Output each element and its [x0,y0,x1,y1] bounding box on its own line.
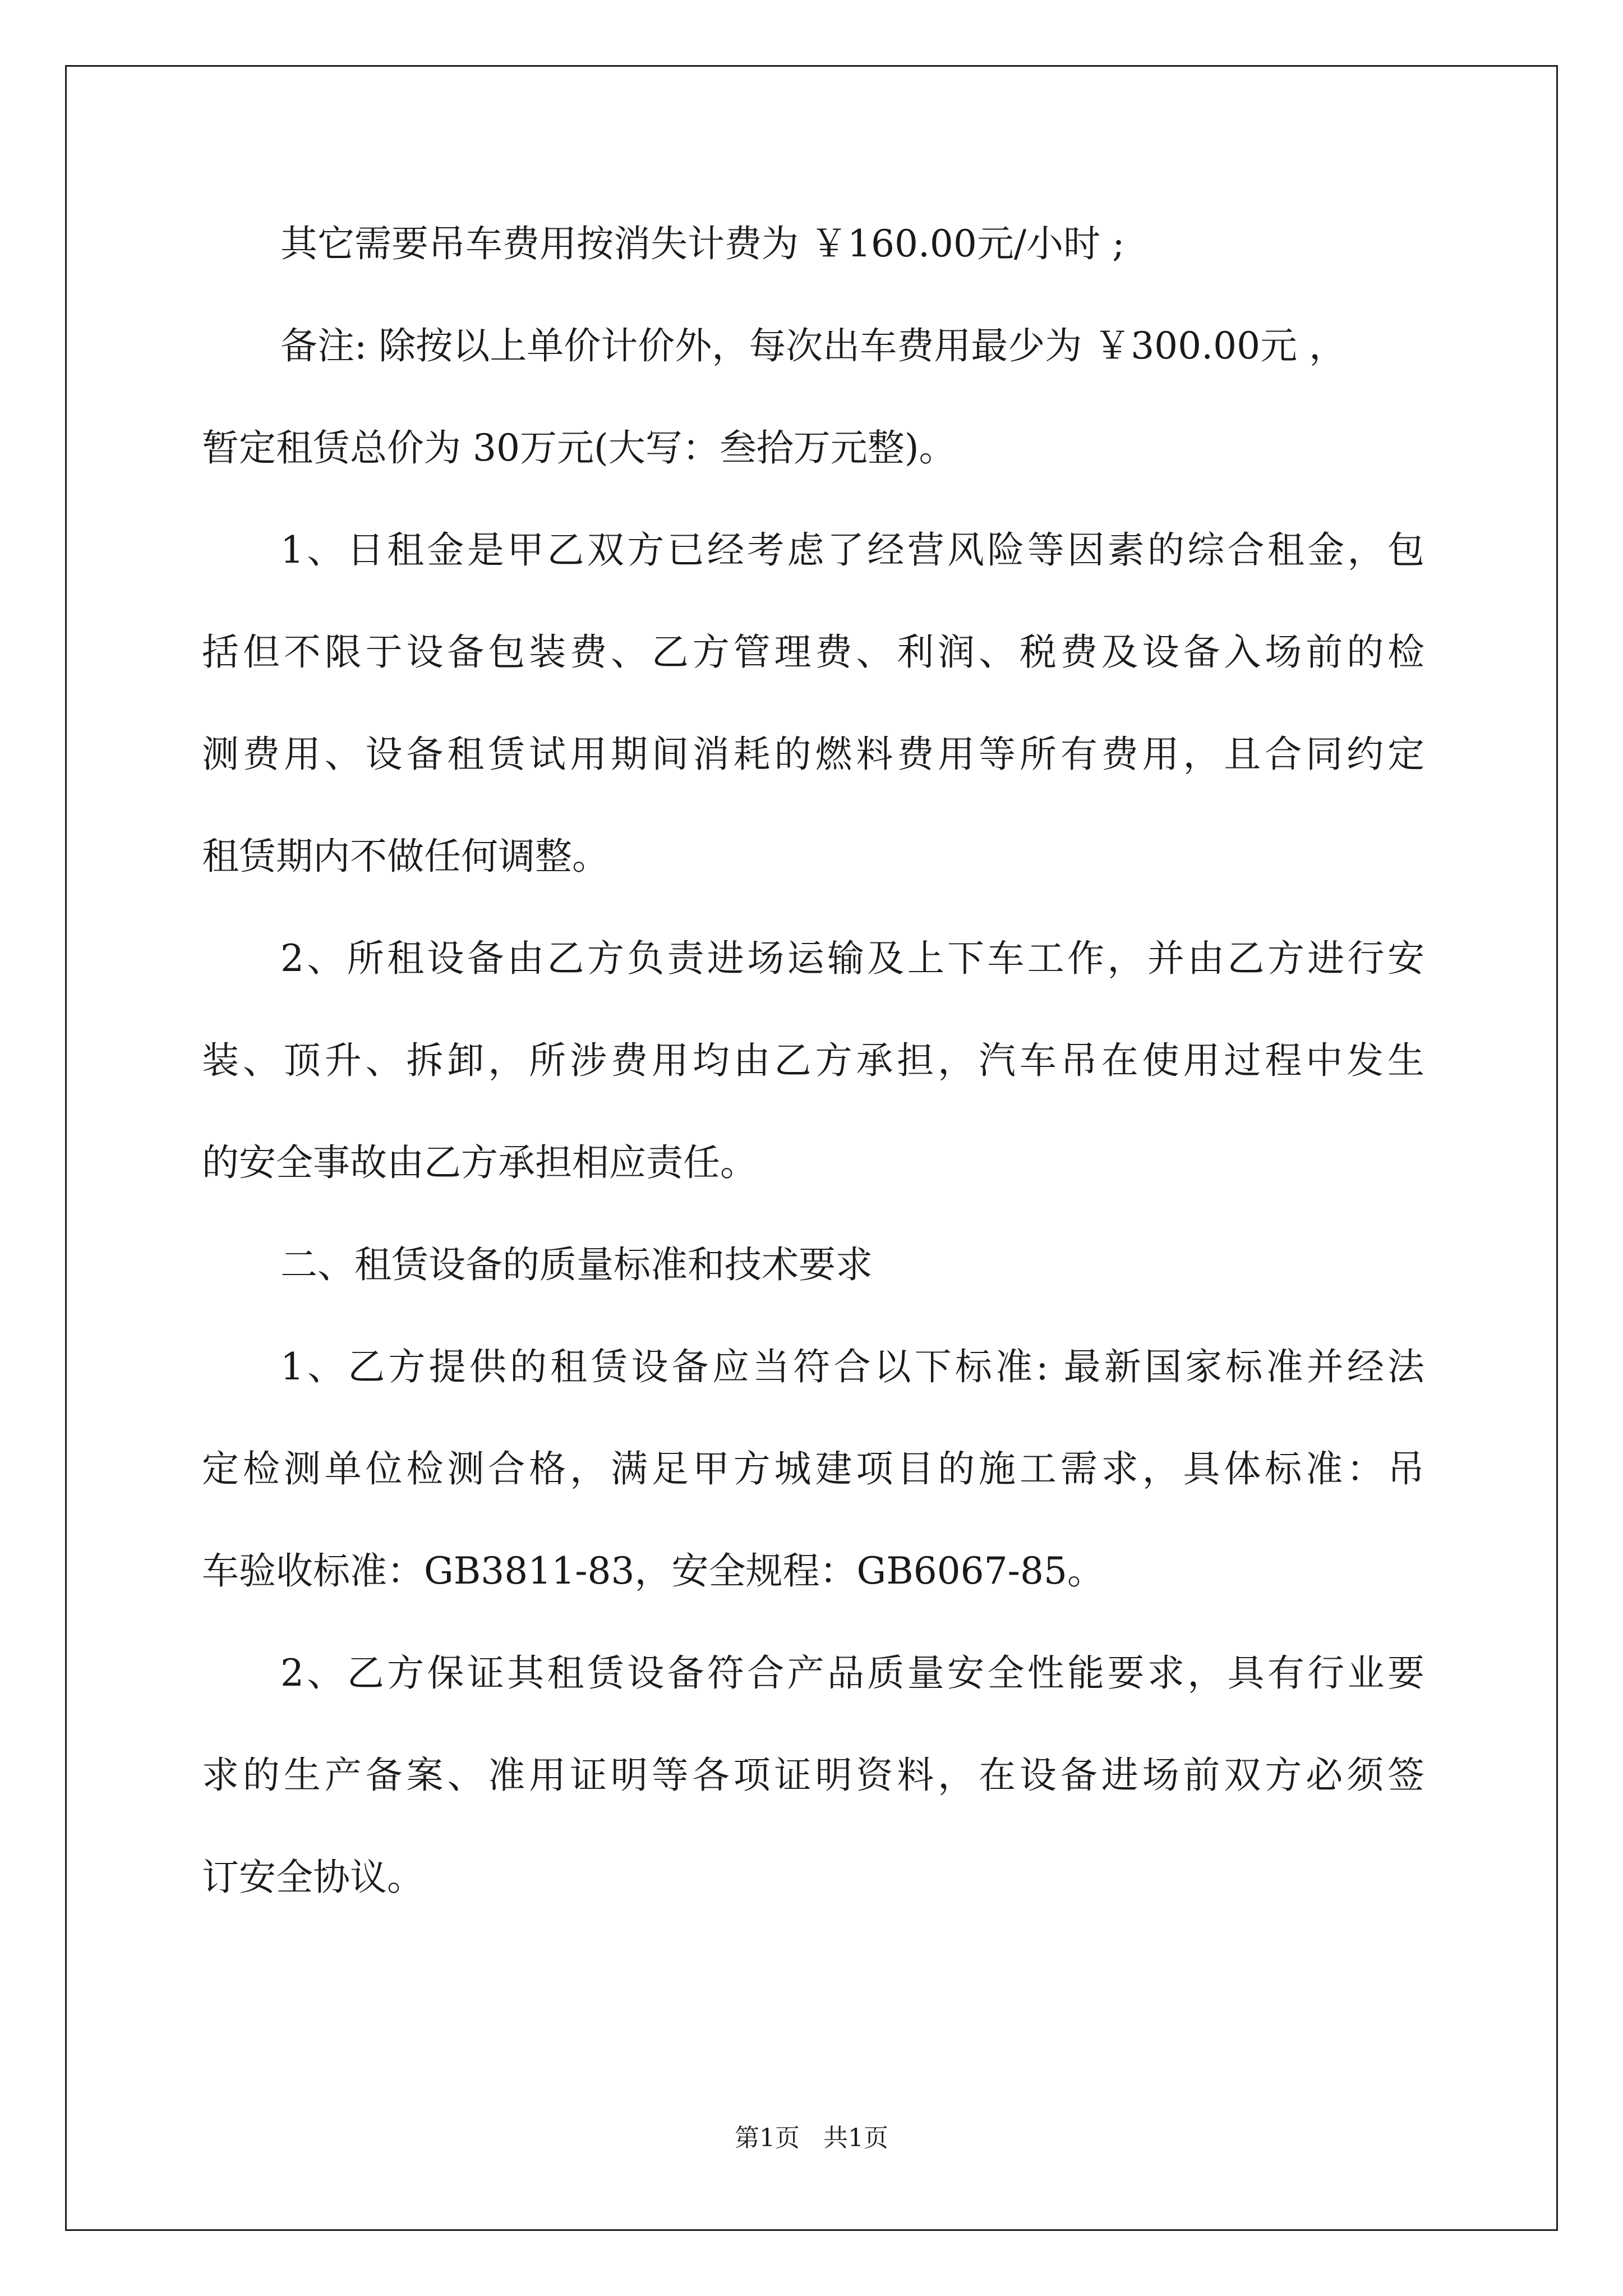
paragraph-line: 备注: 除按以上单价计价外，每次出车费用最少为 ￥300.00元 ， [280,324,1347,367]
paragraph-line: 租赁期内不做任何调整。 [202,835,609,878]
paragraph-line: 1、乙方提供的租赁设备应当符合以下标准: 最新国家标准并经法 [280,1345,1424,1388]
paragraph-line: 的安全事故由乙方承担相应责任。 [202,1141,757,1184]
paragraph-line: 求的生产备案、准用证明等各项证明资料，在设备进场前双方必须签 [202,1754,1424,1797]
section-heading: 二、租赁设备的质量标准和技术要求 [280,1243,873,1286]
paragraph-line: 装、顶升、拆卸，所涉费用均由乙方承担，汽车吊在使用过程中发生 [202,1039,1424,1082]
paragraph-line: 1、日租金是甲乙双方已经考虑了经营风险等因素的综合租金，包 [280,528,1424,572]
paragraph-line: 定检测单位检测合格，满足甲方城建项目的施工需求，具体标准：吊 [202,1447,1424,1490]
paragraph-line: 括但不限于设备包装费、乙方管理费、利润、税费及设备入场前的检 [202,631,1424,674]
paragraph-line: 订安全协议。 [202,1856,424,1899]
paragraph-line: 测费用、设备租赁试用期间消耗的燃料费用等所有费用，且合同约定 [202,733,1424,776]
paragraph-line: 暂定租赁总价为 30万元(大写：叁拾万元整)。 [202,426,956,470]
paragraph-line: 其它需要吊车费用按消失计费为 ￥160.00元/小时 ; [280,222,1125,265]
paragraph-line: 车验收标准：GB3811-83，安全规程：GB6067-85。 [202,1549,1104,1593]
page-number: 第1页 共1页 [735,2124,888,2152]
paragraph-line: 2、乙方保证其租赁设备符合产品质量安全性能要求，具有行业要 [280,1651,1424,1695]
paragraph-line: 2、所租设备由乙方负责进场运输及上下车工作，并由乙方进行安 [280,937,1424,980]
